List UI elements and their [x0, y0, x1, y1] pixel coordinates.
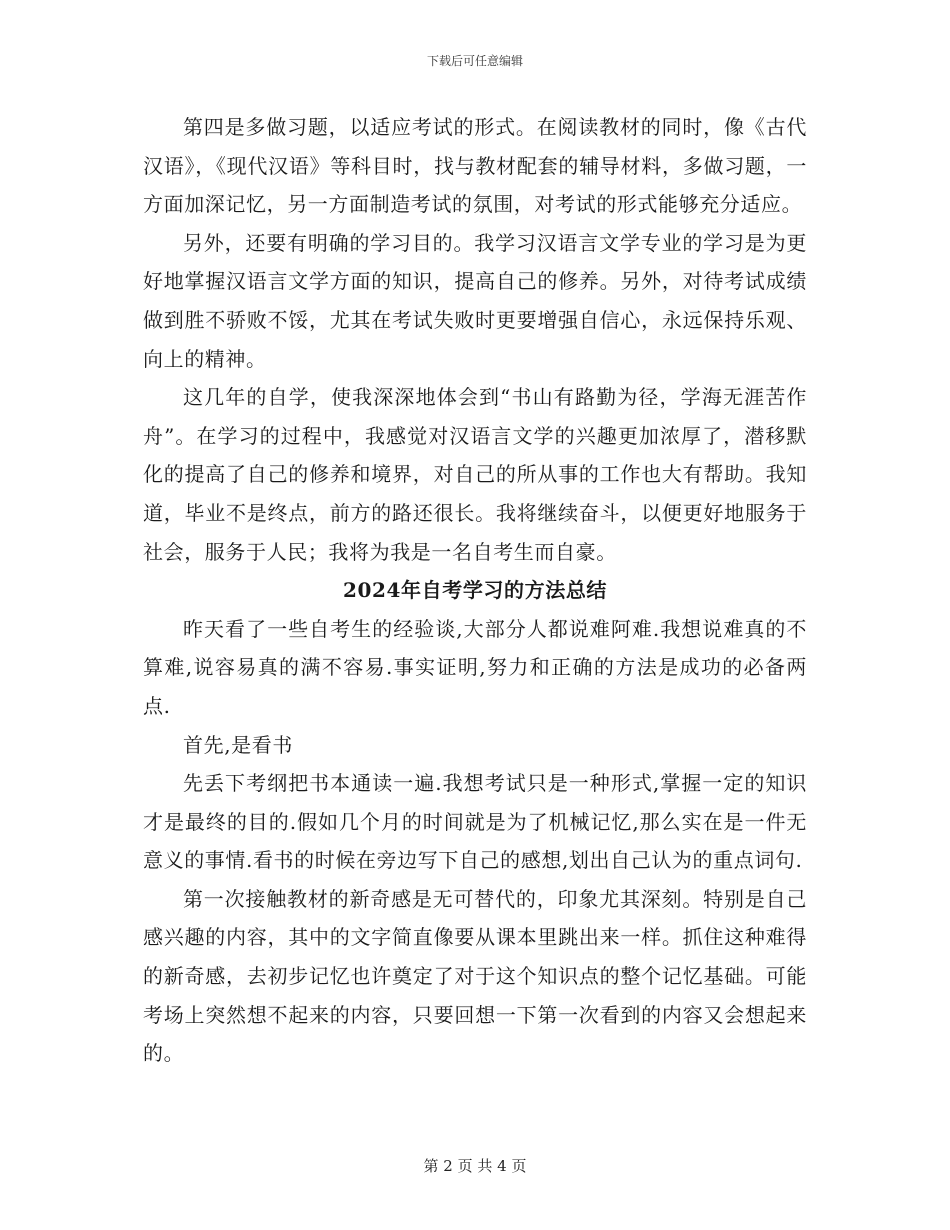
- paragraph-practice-exercises: 第四是多做习题，以适应考试的形式。在阅读教材的同时，像《古代汉语》，《现代汉语》等科目时，找与教材配套的辅导材料，多做习题，一方面加深记忆，另一方面制造考试的氛围，对考试的形式能够充分适应。: [143, 115, 807, 217]
- paragraph-read-through: 先丢下考纲把书本通读一遍.我想考试只是一种形式,掌握一定的知识才是最终的目的.假如几个月的时间就是为了机械记忆,那么实在是一件无意义的事情.看书的时候在旁边写下自己的感想,划出自己认为的重点词句.: [143, 771, 807, 873]
- section-title: 2024年自考学习的方法总结: [342, 578, 608, 603]
- document-body: [143, 108, 807, 1073]
- paragraph-intro: 昨天看了一些自考生的经验谈,大部分人都说难阿难.我想说难真的不算难,说容易真的满不容易.事实证明,努力和正确的方法是成功的必备两点.: [143, 616, 807, 718]
- paragraph-learning-goal: 另外，还要有明确的学习目的。我学习汉语言文学专业的学习是为更好地掌握汉语言文学方面的知识，提高自己的修养。另外，对待考试成绩做到胜不骄败不馁，尤其在考试失败时更要增强自信心，永远保持乐观、向上的精神。: [143, 230, 807, 371]
- paragraph-first-impression: 第一次接触教材的新奇感是无可替代的，印象尤其深刻。特别是自己感兴趣的内容，其中的文字简直像要从课本里跳出来一样。抓住这种难得的新奇感，去初步记忆也许奠定了对于这个知识点的整个记忆基础。可能考场上突然想不起来的内容，只要回想一下第一次看到的内容又会想起来的。: [143, 886, 807, 1066]
- page-footer: 第 2 页 共 4 页: [423, 1157, 527, 1175]
- paragraph-reflection: 这几年的自学，使我深深地体会到“书山有路勤为径，学海无涯苦作舟”。在学习的过程中，我感觉对汉语言文学的兴趣更加浓厚了，潜移默化的提高了自己的修养和境界，对自己的所从事的工作也大有帮助。我知道，毕业不是终点，前方的路还很长。我将继续奋斗，以便更好地服务于社会，服务于人民；我将为我是一名自考生而自豪。: [143, 385, 807, 564]
- page-header: 下载后可任意编辑: [426, 54, 523, 68]
- paragraph-first-step: 首先,是看书: [183, 732, 293, 757]
